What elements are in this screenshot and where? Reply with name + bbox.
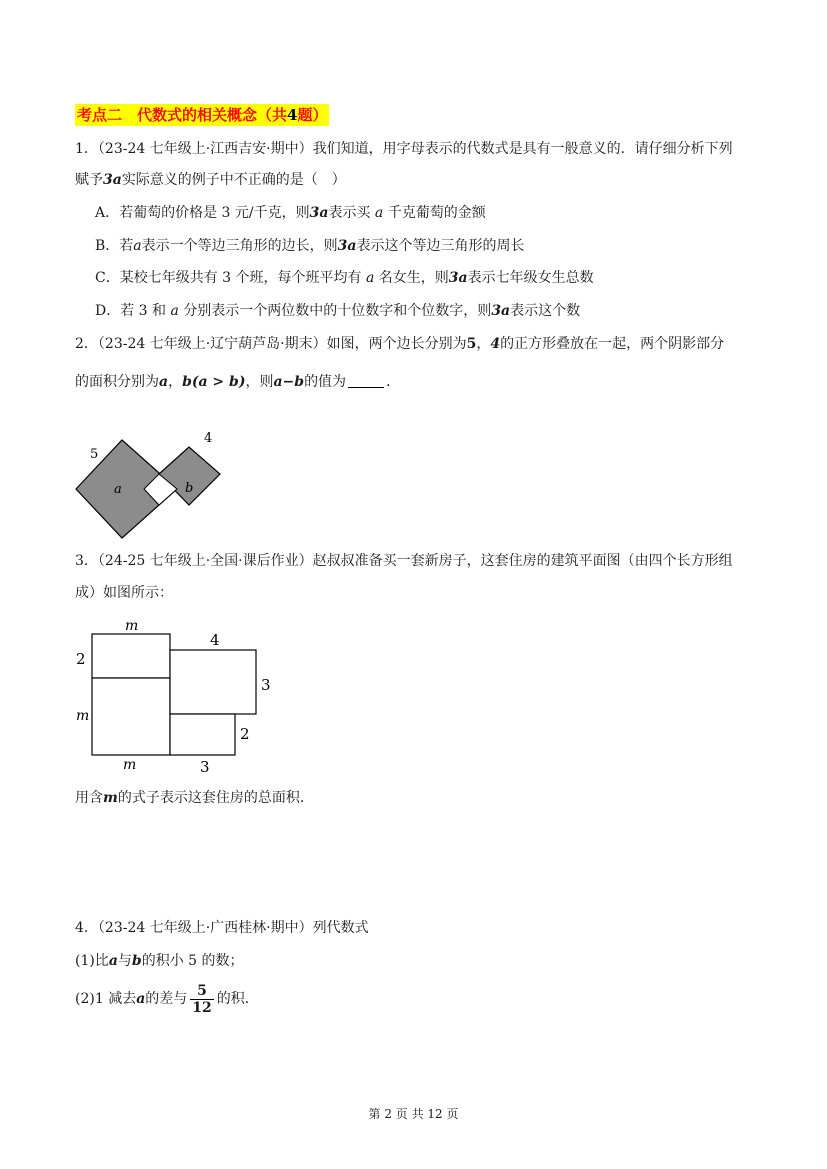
q1-option-c: C．某校七年级共有 3 个班，每个班平均有 a 名女生，则3a表示七年级女生总数 [95,270,594,286]
label-3-right: 3 [261,676,271,694]
page-footer: 第 2 页 共 12 页 [368,1107,459,1121]
label-2-left: 2 [76,650,86,668]
fraction-5-12: $\frac{5}{12}$ [192,982,212,1016]
q4-part-2: (2)1 减去a的差与 $\frac{5}{12}$ 的积． [75,982,259,1016]
label-a: a [114,482,122,497]
q1-option-b: B．若a表示一个等边三角形的边长，则3a表示这个等边三角形的周长 [95,238,525,254]
q2-stem-line2: 的面积分别为a，b(a > b)，则a−b的值为 ． [75,374,401,390]
label-5: 5 [90,447,99,462]
q1-option-d: D．若 3 和 a 分别表示一个两位数中的十位数字和个位数字，则3a表示这个数 [95,303,581,319]
q3-stem-line1: 3．（24-25 七年级上·全国·课后作业）赵叔叔准备买一套新房子，这套住房的建筑平面图（由四个长方形组 [75,553,733,569]
room-bottom-left [92,678,170,755]
room-right-bottom [170,714,235,755]
label-m-bottom: m [123,757,137,773]
q2-squares-figure [70,430,240,540]
answer-blank[interactable] [348,373,384,388]
q4-part-1: (1)比a与b的积小 5 的数； [75,953,244,969]
label-b: b [185,481,194,496]
q4-stem-line1: 4．（23-24 七年级上·广西桂林·期中）列代数式 [75,920,369,936]
label-4: 4 [210,631,220,649]
q3-stem-line2: 成）如图所示： [75,585,173,601]
room-top-left [92,634,170,678]
section-title: 考点二 代数式的相关概念（共4题） [77,106,328,124]
label-2-right: 2 [240,725,250,743]
label-3-bottom: 3 [200,758,210,776]
room-right-top [170,650,256,714]
q1-option-a: A．若葡萄的价格是 3 元/千克，则3a表示买 a 千克葡萄的金额 [95,205,486,221]
label-m-left: m [76,708,90,724]
label-m-top: m [125,618,139,634]
q1-stem-line2: 赋予3a实际意义的例子中不正确的是（ ） [75,172,346,188]
label-4: 4 [204,431,213,446]
q3-stem-line3: 用含m的式子表示这套住房的总面积． [75,790,314,806]
q3-floor-plan [70,612,280,777]
q2-stem-line1: 2．（23-24 七年级上·辽宁葫芦岛·期末）如图，两个边长分别为5，4的正方形叠放在一起，两个阴影部分 [75,336,725,352]
q1-stem-line1: 1．（23-24 七年级上·江西吉安·期中）我们知道，用字母表示的代数式是具有一般意义的．请仔细分析下列 [75,141,733,157]
